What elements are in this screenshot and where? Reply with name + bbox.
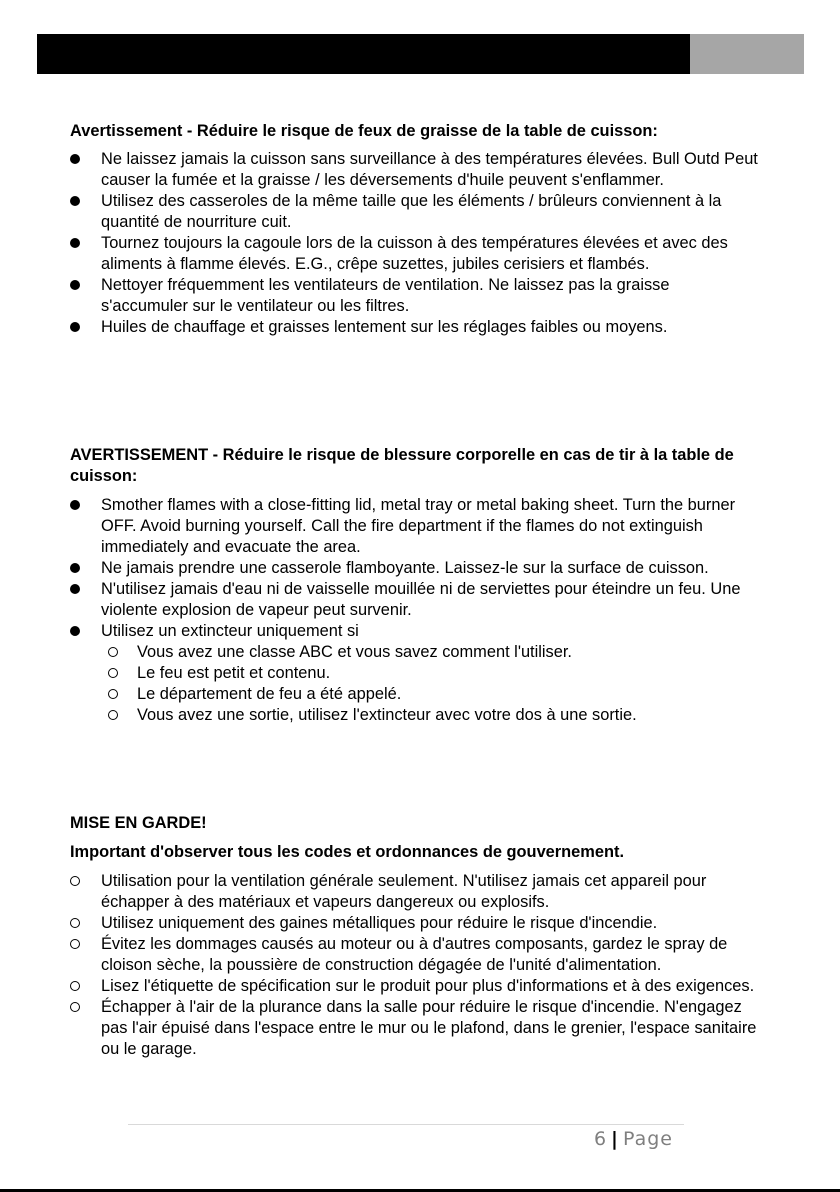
list-item-text: Smother flames with a close-fitting lid, metal tray or metal baking sheet. Turn the burner OFF. Avoid burning yourself. Call the fire department if the flames do not extinguish immediately and evacuate the area. (101, 496, 736, 556)
list-item (70, 871, 760, 913)
list-item-text: Utilisation pour la ventilation générale seulement. N'utilisez jamais cet appareil pour échapper à des matériaux et vapeurs dangereux ou explosifs. (101, 872, 707, 911)
sublist-item (101, 642, 760, 663)
page-label: Page (623, 1128, 673, 1150)
sublist-item (101, 663, 760, 684)
list-item (70, 317, 760, 338)
circle-bullet-icon (108, 647, 118, 657)
section2-heading: AVERTISSEMENT - Réduire le risque de blessure corporelle en cas de tir à la table de cuisson: (70, 446, 734, 485)
circle-bullet-icon (70, 1002, 80, 1012)
header-bar-accent (690, 34, 804, 74)
section1-heading: Avertissement - Réduire le risque de feux de graisse de la table de cuisson: (70, 122, 658, 140)
list-item-text: Utilisez des casseroles de la même taille que les éléments / brûleurs conviennent à la quantité de nourriture cuit. (101, 192, 722, 231)
list-item-text: Nettoyer fréquemment les ventilateurs de ventilation. Ne laissez pas la graisse s'accumuler sur le ventilateur ou les filtres. (101, 276, 670, 315)
list-item-text: Huiles de chauffage et graisses lentement sur les réglages faibles ou moyens. (101, 318, 668, 336)
header-bar (37, 34, 690, 74)
list-item-text: Échapper à l'air de la plurance dans la salle pour réduire le risque d'incendie. N'engagez pas l'air épuisé dans l'espace entre le mur ou le plafond, dans le grenier, l'espace sanitaire ou le garage. (101, 998, 757, 1058)
sublist-item-text: Vous avez une classe ABC et vous savez comment l'utiliser. (137, 643, 572, 661)
footer-divider (128, 1124, 684, 1125)
section3-heading: MISE EN GARDE! (70, 814, 207, 832)
bullet-icon (70, 154, 80, 164)
list-item-text: Utilisez uniquement des gaines métalliques pour réduire le risque d'incendie. (101, 914, 658, 932)
page-separator: | (611, 1128, 619, 1150)
sublist-item-text: Vous avez une sortie, utilisez l'extincteur avec votre dos à une sortie. (137, 706, 637, 724)
section3-list (70, 871, 760, 1060)
list-item (70, 997, 760, 1060)
circle-bullet-icon (70, 981, 80, 991)
circle-bullet-icon (108, 710, 118, 720)
circle-bullet-icon (70, 918, 80, 928)
list-item (70, 495, 760, 558)
sublist-item (101, 684, 760, 705)
circle-bullet-icon (108, 689, 118, 699)
sublist-item-text: Le département de feu a été appelé. (137, 685, 402, 703)
list-item (70, 976, 760, 997)
list-item (70, 233, 760, 275)
bullet-icon (70, 626, 80, 636)
page-number (594, 1128, 673, 1150)
circle-bullet-icon (108, 668, 118, 678)
bullet-icon (70, 322, 80, 332)
bullet-icon (70, 196, 80, 206)
list-item (70, 149, 760, 191)
bullet-icon (70, 563, 80, 573)
section3-subheading: Important d'observer tous les codes et ordonnances de gouvernement. (70, 843, 625, 861)
section2-list (70, 495, 760, 726)
sublist-item-text: Le feu est petit et contenu. (137, 664, 331, 682)
list-item (70, 621, 760, 726)
list-item (70, 191, 760, 233)
bullet-icon (70, 280, 80, 290)
bullet-icon (70, 500, 80, 510)
list-item-text: N'utilisez jamais d'eau ni de vaisselle mouillée ni de serviettes pour éteindre un feu. Une violente explosion de vapeur peut survenir. (101, 580, 741, 619)
list-item-text: Tournez toujours la cagoule lors de la cuisson à des températures élevées et avec des aliments à flamme élevés. E.G., crêpe suzettes, jubiles cerisiers et flambés. (101, 234, 728, 273)
list-item (70, 275, 760, 317)
list-item-text: Ne laissez jamais la cuisson sans surveillance à des températures élevées. Bull Outd Peut causer la fumée et la graisse / les déversements d'huile peuvent s'enflammer. (101, 150, 758, 189)
section2-sublist (101, 642, 760, 726)
section1-list (70, 149, 760, 338)
page-number-value: 6 (593, 1128, 608, 1150)
circle-bullet-icon (70, 939, 80, 949)
sublist-item (101, 705, 760, 726)
list-item-text: Ne jamais prendre une casserole flamboyante. Laissez-le sur la surface de cuisson. (101, 559, 709, 577)
list-item (70, 934, 760, 976)
list-item (70, 579, 760, 621)
list-item-text: Utilisez un extincteur uniquement si (101, 622, 359, 640)
list-item (70, 913, 760, 934)
list-item (70, 558, 760, 579)
list-item-text: Évitez les dommages causés au moteur ou à d'autres composants, gardez le spray de cloison sèche, la poussière de construction dégagée de l'unité d'alimentation. (101, 935, 728, 974)
circle-bullet-icon (70, 876, 80, 886)
bullet-icon (70, 584, 80, 594)
list-item-text: Lisez l'étiquette de spécification sur le produit pour plus d'informations et à des exigences. (101, 977, 755, 995)
bullet-icon (70, 238, 80, 248)
